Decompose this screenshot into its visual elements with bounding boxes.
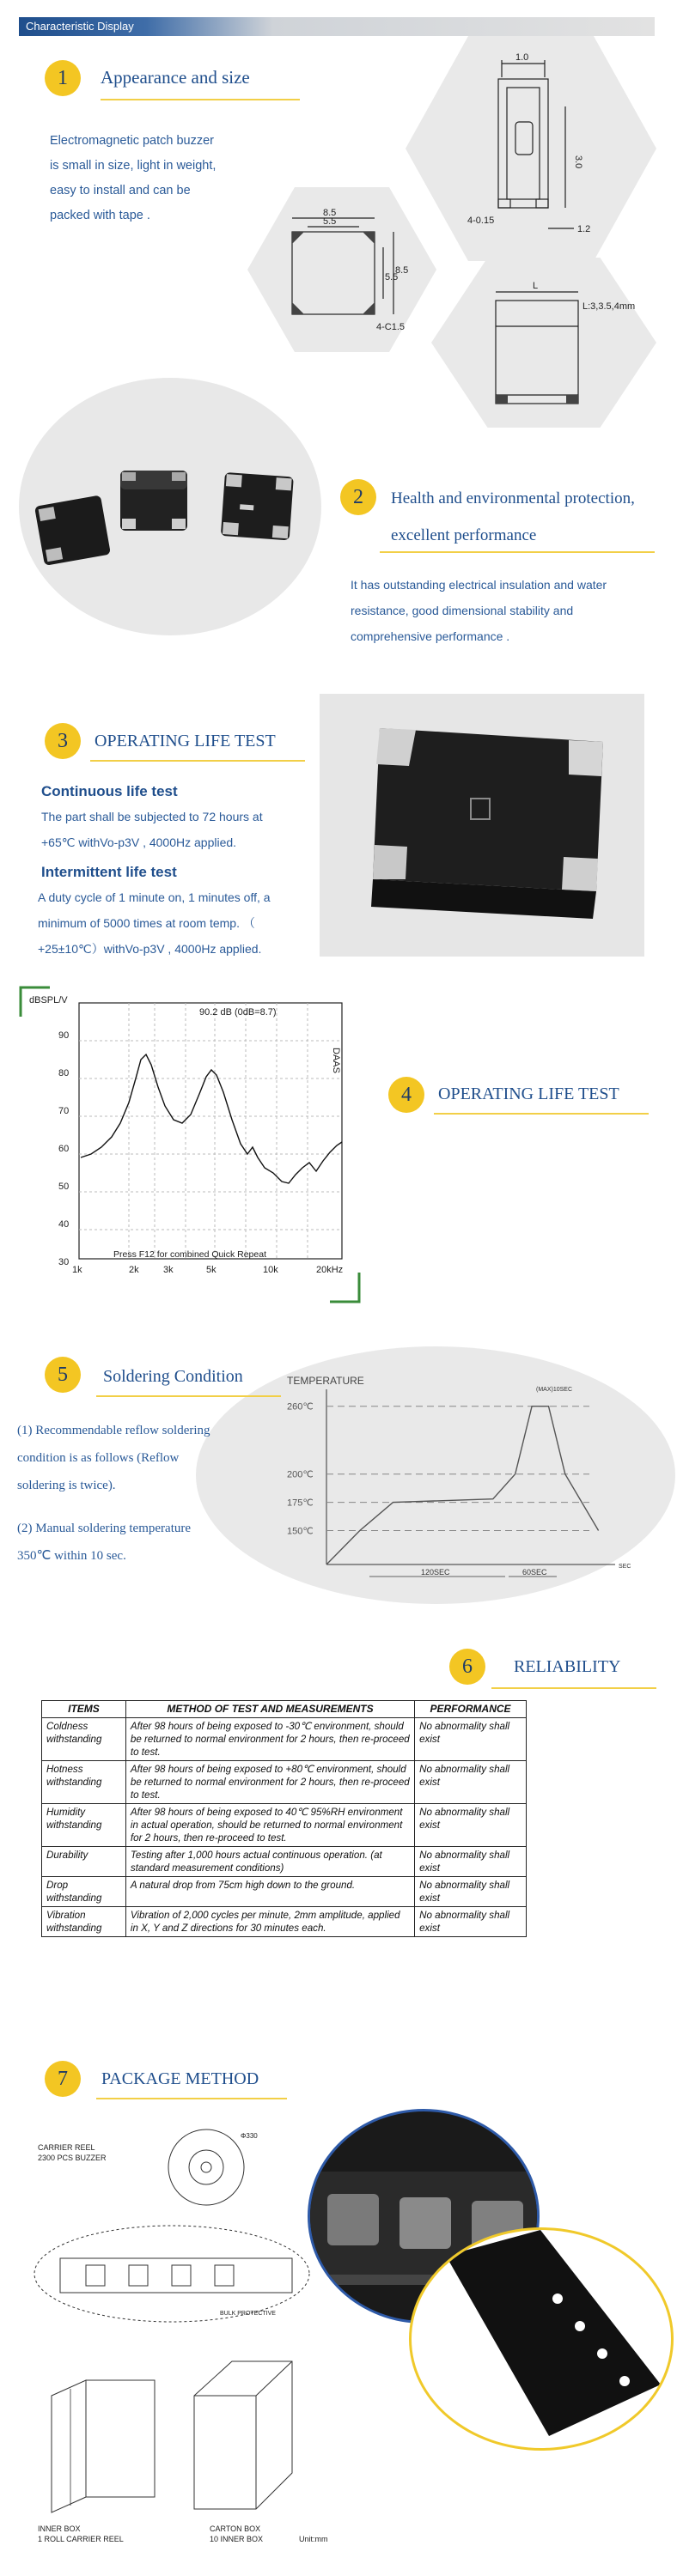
freq-ytick: 80	[58, 1068, 70, 1078]
freq-xtick: 3k	[163, 1265, 174, 1275]
section-7-badge: 7	[45, 2061, 81, 2097]
cell-method: Vibration of 2,000 cycles per minute, 2mm amplitude, applied in X, Y and Z directions for 30 minutes each.	[125, 1907, 414, 1937]
text-line: It has outstanding electrical insulation and water	[351, 578, 607, 592]
plot-frame	[79, 1003, 342, 1259]
section-2-title-line2: excellent performance	[391, 526, 537, 544]
freq-readout: 90.2 dB (0dB=8.7)	[199, 1007, 277, 1018]
tape-pocket	[172, 2265, 191, 2286]
section-6-underline	[491, 1687, 656, 1689]
reel-diameter: Φ330	[241, 2132, 258, 2140]
freq-xtick: 5k	[206, 1265, 217, 1275]
table-row	[42, 1907, 527, 1937]
freq-ytick: 70	[58, 1106, 70, 1116]
freq-xtick: 1k	[72, 1265, 82, 1275]
table-header-row	[42, 1701, 527, 1718]
cell-item: Hotness withstanding	[42, 1761, 126, 1804]
cell-method: A natural drop from 75cm high down to the ground.	[125, 1877, 414, 1907]
unit-label: Unit:mm	[299, 2535, 328, 2543]
dim-5-5-side: 5.5	[385, 272, 399, 283]
freq-xtick: 2k	[129, 1265, 139, 1275]
section-3-underline	[90, 760, 305, 762]
reel-label-1: CARRIER REEL	[38, 2143, 95, 2152]
section-7-title: PACKAGE METHOD	[101, 2069, 259, 2088]
cell-method: After 98 hours of being exposed to +80℃ environment, should be returned to normal environment for 2 hours, then re-proceed to test.	[125, 1761, 414, 1804]
intermittent-life-heading: Intermittent life test	[41, 864, 177, 880]
corner-bracket-bottom	[330, 1273, 359, 1302]
height-view-drawing	[431, 258, 656, 428]
dim-1-2: 1.2	[577, 224, 591, 234]
dim-4-015: 4-0.15	[467, 216, 495, 226]
section-4-underline	[434, 1113, 649, 1115]
reflow-y-ticks	[287, 1402, 314, 1537]
inner-box-label-2: 1 ROLL CARRIER REEL	[38, 2535, 124, 2543]
cell-item: Drop withstanding	[42, 1877, 126, 1907]
freq-xtick: 10k	[263, 1265, 278, 1275]
continuous-life-text	[41, 804, 325, 855]
header-performance: PERFORMANCE	[415, 1701, 527, 1718]
cell-item: Vibration withstanding	[42, 1907, 126, 1937]
cell-item: Coldness withstanding	[42, 1718, 126, 1761]
dim-8-5-side: 8.5	[395, 265, 409, 276]
cell-method: After 98 hours of being exposed to 40℃ 95%RH environment in actual operation, should be returned to normal environment for 2 hours, then re-proceed to test.	[125, 1804, 414, 1847]
reflow-xlabel: SEC	[619, 1564, 631, 1570]
carrier-tape	[60, 2258, 292, 2293]
product-photo-illustration	[320, 694, 644, 957]
table-row	[42, 1847, 527, 1877]
freq-footer: Press F12 for combined Quick Repeat	[113, 1249, 266, 1260]
header-items: ITEMS	[42, 1701, 126, 1718]
soldering-text-2	[17, 1515, 275, 1570]
reflow-ytick: 150℃	[287, 1526, 314, 1537]
reflow-title: TEMPERATURE	[287, 1375, 364, 1387]
section-1-badge: 1	[45, 60, 81, 96]
carton-box	[194, 2361, 292, 2509]
freq-ytick: 60	[58, 1144, 70, 1154]
section-5-title: Soldering Condition	[103, 1367, 243, 1386]
freq-ylabel: dBSPL/V	[29, 995, 68, 1005]
text-line: condition is as follows (Reflow	[17, 1451, 180, 1465]
tape-note: BULK PROTECTIVE	[220, 2311, 276, 2317]
carton-label-2: 10 INNER BOX	[210, 2535, 264, 2543]
section-5-underline	[96, 1395, 281, 1397]
text-line: easy to install and can be	[50, 184, 191, 197]
cell-method: After 98 hours of being exposed to -30℃ environment, should be returned to normal environment for 2 hours, then re-proceed to test.	[125, 1718, 414, 1761]
freq-x-ticks	[72, 1265, 343, 1275]
reflow-preheat-label: 120SEC	[421, 1568, 450, 1577]
section-1-title: Appearance and size	[101, 67, 250, 88]
tape-pocket	[215, 2265, 234, 2286]
soldering-text-1	[17, 1417, 275, 1499]
section-4-title: OPERATING LIFE TEST	[438, 1084, 619, 1103]
freq-ytick: 40	[58, 1219, 70, 1230]
dim-5-5-top: 5.5	[323, 216, 337, 227]
table-row	[42, 1761, 527, 1804]
table-row	[42, 1718, 527, 1761]
package-drawings	[26, 2112, 335, 2559]
section-3-badge: 3	[45, 723, 81, 759]
frequency-response-chart	[19, 986, 361, 1303]
table-row	[42, 1877, 527, 1907]
text-line: comprehensive performance .	[351, 629, 510, 643]
continuous-life-heading: Continuous life test	[41, 783, 178, 799]
freq-ytick: 90	[58, 1030, 70, 1041]
tape-pocket	[86, 2265, 105, 2286]
section-6-badge: 6	[449, 1649, 485, 1685]
inner-box-label-1: INNER BOX	[38, 2524, 81, 2533]
dim-l: L	[533, 281, 539, 291]
cell-method: Testing after 1,000 hours actual continuous operation. (at standard measurement conditions)	[125, 1847, 414, 1877]
freq-brand: DAAS	[331, 1048, 341, 1073]
text-line: 350℃ within 10 sec.	[17, 1549, 126, 1563]
reflow-curve	[326, 1406, 599, 1564]
reliability-table	[41, 1700, 527, 1937]
text-line: is small in size, light in weight,	[50, 159, 217, 173]
freq-ytick: 50	[58, 1182, 70, 1192]
section-1-text	[50, 129, 273, 228]
text-line: Electromagnetic patch buzzer	[50, 134, 215, 148]
tape-photo-2	[409, 2227, 674, 2451]
cell-perf: No abnormality shall exist	[415, 1761, 527, 1804]
tape-pocket	[129, 2265, 148, 2286]
freq-xtick: 20kHz	[316, 1265, 344, 1275]
reflow-gridlines	[326, 1406, 589, 1531]
cell-item: Humidity withstanding	[42, 1804, 126, 1847]
cell-item: Durability	[42, 1847, 126, 1877]
text-line: soldering is twice).	[17, 1479, 116, 1492]
dim-1-0: 1.0	[515, 52, 529, 63]
reflow-reflow-label: 60SEC	[522, 1568, 547, 1577]
cell-perf: No abnormality shall exist	[415, 1847, 527, 1877]
inner-box-front	[86, 2380, 155, 2497]
text-line: minimum of 5000 times at room temp. （	[38, 916, 255, 930]
reflow-profile-chart	[275, 1365, 636, 1589]
section-3-title: OPERATING LIFE TEST	[95, 732, 276, 750]
text-line: +65℃ withVo-p3V , 4000Hz applied.	[41, 835, 237, 849]
reflow-ytick: 175℃	[287, 1498, 314, 1509]
table-row	[42, 1804, 527, 1847]
cell-perf: No abnormality shall exist	[415, 1718, 527, 1761]
cell-perf: No abnormality shall exist	[415, 1804, 527, 1847]
section-2-title-line1: Health and environmental protection,	[391, 489, 635, 507]
side-view-drawing	[406, 36, 656, 261]
header-method: METHOD OF TEST AND MEASUREMENTS	[125, 1701, 414, 1718]
reel-outer	[168, 2129, 244, 2205]
dim-3-0: 3.0	[573, 155, 583, 169]
cell-perf: No abnormality shall exist	[415, 1907, 527, 1937]
front-view-drawing	[247, 187, 436, 352]
header-title: Characteristic Display	[26, 20, 134, 33]
section-6-title: RELIABILITY	[514, 1657, 621, 1676]
section-5-badge: 5	[45, 1357, 81, 1393]
intermittent-life-text	[38, 884, 330, 962]
text-line: A duty cycle of 1 minute on, 1 minutes off, a	[38, 890, 271, 904]
text-line: resistance, good dimensional stability and	[351, 604, 574, 617]
reflow-ytick: 260℃	[287, 1401, 314, 1413]
reflow-ytick: 200℃	[287, 1469, 314, 1480]
section-2-underline	[380, 551, 655, 553]
section-1-underline	[101, 99, 300, 100]
section-4-badge: 4	[388, 1077, 424, 1113]
dim-l-values: L:3,3.5,4mm	[582, 301, 636, 312]
freq-y-ticks	[58, 1030, 69, 1267]
reflow-peak-label: (MAX)10SEC	[536, 1387, 573, 1393]
inner-box-side	[52, 2380, 86, 2512]
cell-perf: No abnormality shall exist	[415, 1877, 527, 1907]
freq-ytick: 30	[58, 1257, 70, 1267]
text-line: packed with tape .	[50, 209, 150, 222]
tape-photo-2-illustration	[412, 2230, 674, 2451]
dim-8-5-top: 8.5	[323, 208, 337, 218]
text-line: (2) Manual soldering temperature	[17, 1522, 192, 1535]
carton-label-1: CARTON BOX	[210, 2524, 261, 2533]
reel-label-2: 2300 PCS BUZZER	[38, 2154, 107, 2162]
text-line: The part shall be subjected to 72 hours at	[41, 810, 263, 823]
section-2-badge: 2	[340, 479, 376, 515]
dim-4-c1-5: 4-C1.5	[376, 322, 406, 332]
buzzer-photo-illustration	[19, 378, 321, 635]
section-7-underline	[96, 2098, 287, 2099]
text-line: (1) Recommendable reflow soldering	[17, 1424, 210, 1437]
section-2-text	[351, 572, 668, 649]
text-line: +25±10℃）withVo-p3V , 4000Hz applied.	[38, 942, 262, 956]
reel-hub	[189, 2150, 223, 2184]
reel-center	[201, 2162, 211, 2172]
